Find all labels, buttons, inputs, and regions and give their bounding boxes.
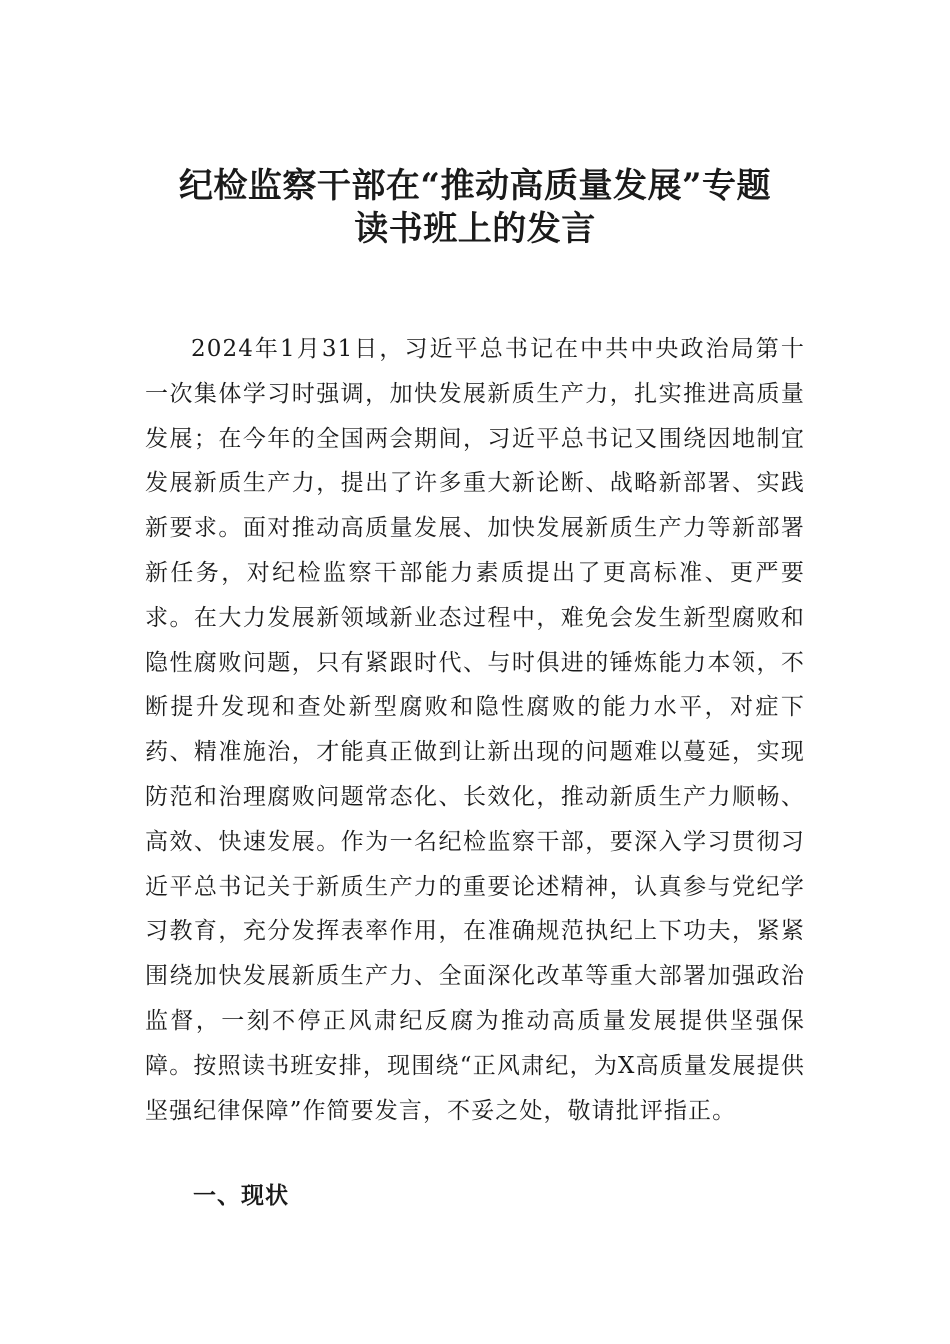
body-paragraph: 2024年1月31日，习近平总书记在中共中央政治局第十一次集体学习时强调，加快发展新质生产力，扎实推进高质量发展；在今年的全国两会期间，习近平总书记又围绕因地制宜发展新质生产力，提出了许多重大新论断、战略新部署、实践新要求。面对推动高质量发展、加快发展新质生产力等新部署新任务，对纪检监察干部能力素质提出了更高标准、更严要求。在大力发展新领域新业态过程中，难免会发生新型腐败和隐性腐败问题，只有紧跟时代、与时俱进的锤炼能力本领，不断提升发现和查处新型腐败和隐性腐败的能力水平，对症下药、精准施治，才能真正做到让新出现的问题难以蔓延，实现防范和治理腐败问题常态化、长效化，推动新质生产力顺畅、高效、快速发展。作为一名纪检监察干部，要深入学习贯彻习近平总书记关于新质生产力的重要论述精神，认真参与党纪学习教育，充分发挥表率作用，在准确规范执纪上下功夫，紧紧围绕加快发展新质生产力、全面深化改革等重大部署加强政治监督，一刻不停正风肃纪反腐为推动高质量发展提供坚强保障。按照读书班安排，现围绕“正风肃纪，为X高质量发展提供坚强纪律保障”作简要发言，不妥之处，敬请批评指正。 xyxy=(145,336,805,1124)
document-title-line-2: 读书班上的发言 xyxy=(354,209,596,249)
section-heading: 一、现状 xyxy=(193,1182,289,1209)
document-title-line-1: 纪检监察干部在“推动高质量发展”专题 xyxy=(178,166,772,206)
